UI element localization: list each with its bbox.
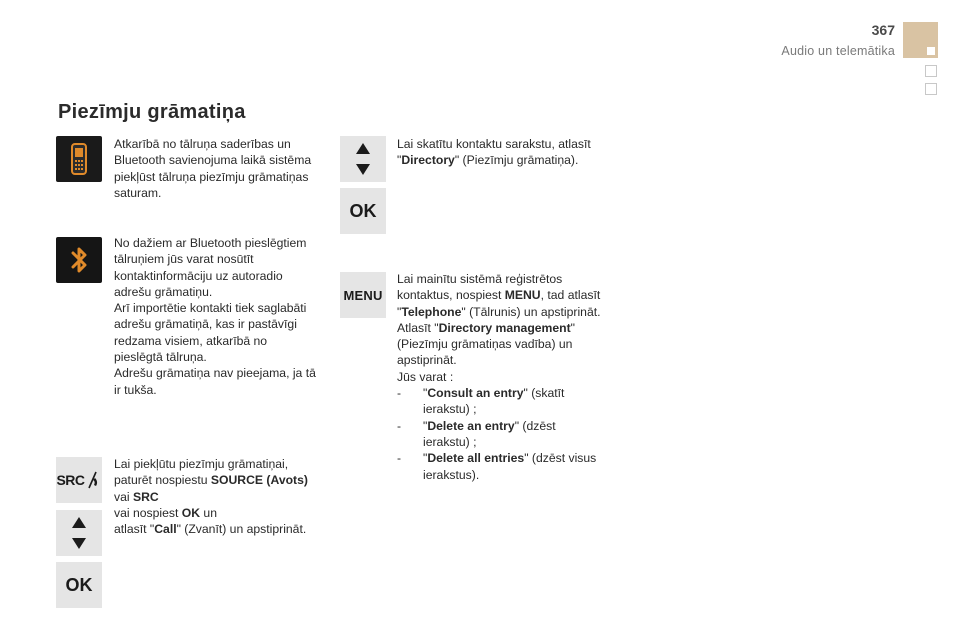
arrow-up-icon <box>356 143 370 154</box>
bluetooth-line-2: Arī importētie kontakti tiek saglabāti adrešu grāmatiņā, kas ir pastāvīgi redzama visiem, atkarībā no pieslēgtā tālruņa. <box>114 301 307 365</box>
mobile-phone-icon <box>56 136 102 182</box>
page-title: Piezīmju grāmatiņa <box>58 101 246 123</box>
ok-button-2[interactable] <box>340 188 386 234</box>
ok-button-label: OK <box>349 200 377 221</box>
list-item: - "Consult an entry" (skatīt ierakstu) ; <box>397 386 565 417</box>
bluetooth-line-3: Adrešu grāmatiņa nav pieejama, ja tā ir tukša. <box>114 366 316 397</box>
chapter-tab-marker <box>903 22 938 58</box>
bluetooth-icon <box>56 237 102 283</box>
arrow-down-icon <box>72 538 86 549</box>
list-item: - "Delete all entries" (dzēst visus ierakstus). <box>397 451 597 482</box>
menu-button-label: MENU <box>343 287 383 303</box>
arrow-up-icon <box>72 517 86 528</box>
src-tel-button-icon: SRC <box>56 470 101 490</box>
arrow-down-icon <box>356 164 370 175</box>
menu-button[interactable] <box>340 272 386 318</box>
intro-paragraph: Atkarībā no tālruņa saderības un Bluetooth savienojuma laikā sistēma piekļūst tālruņa piezīmju grāmatiņas saturam. <box>114 137 312 200</box>
up-down-arrows-button[interactable] <box>56 510 102 556</box>
manage-paragraph: Lai mainītu sistēmā reģistrētos kontaktus, nospiest MENU, tad atlasīt "Telephone" (Tālrunis) un apstiprināt. Atlasīt "Directory management" (Piezīmju grāmatiņas vadība) un apstiprināt. Jūs varat : - "Consult an entry" (skatīt ierakstu) ; - "Delete an entry" (dzēst ierakstu) ; - "Delete all entries" (dzēst visus ierakstus). <box>397 271 605 483</box>
chapter-tab-outline-1 <box>925 65 937 77</box>
access-paragraph: Lai piekļūtu piezīmju grāmatiņai, paturēt nospiestu SOURCE (Avots) vai SRC vai nospiest OK un atlasīt "Call" (Zvanīt) un apstiprināt. <box>114 457 308 537</box>
page-number: 367 <box>871 22 895 38</box>
ok-button[interactable] <box>56 562 102 608</box>
bluetooth-line-1: No dažiem ar Bluetooth pieslēgtiem tālruņiem jūs varat nosūtīt kontaktinformāciju uz autoradio adrešu grāmatiņu. <box>114 236 307 299</box>
src-tel-button[interactable] <box>56 457 102 503</box>
chapter-tab-outline-2 <box>925 83 937 95</box>
list-item: - "Delete an entry" (dzēst ierakstu) ; <box>397 418 556 449</box>
directory-paragraph: Lai skatītu kontaktu sarakstu, atlasīt "Directory" (Piezīmju grāmatiņa). <box>397 137 591 168</box>
up-down-arrows-button-2[interactable] <box>340 136 386 182</box>
section-title: Audio un telemātika <box>781 44 895 58</box>
ok-button-label: OK <box>65 574 93 595</box>
bluetooth-paragraph <box>114 235 319 398</box>
